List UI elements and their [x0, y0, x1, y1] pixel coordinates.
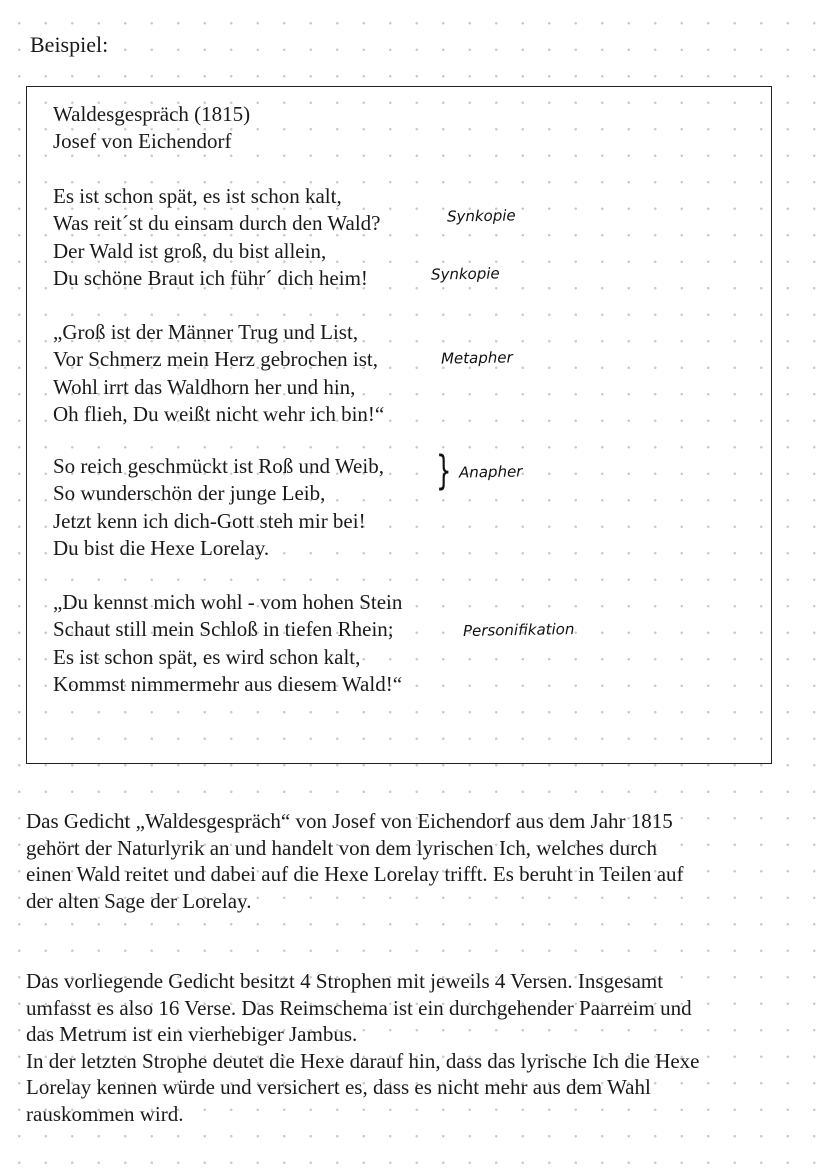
text-line: das Metrum ist ein vierhebiger Jambus.: [26, 1022, 358, 1046]
brace-icon: }: [436, 448, 452, 494]
text-line: gehört der Naturlyrik an und handelt von dem lyrischen Ich, welches durch: [26, 835, 657, 860]
heading-beispiel: Beispiel:: [30, 32, 109, 57]
text-line: rauskommen wird.: [26, 1101, 184, 1126]
stanza-4: [53, 589, 402, 698]
verse: Es ist schon spät, es ist schon kalt,: [53, 184, 342, 208]
verse: So reich geschmückt ist Roß und Weib,: [53, 454, 384, 478]
verse: Jetzt kenn ich dich-Gott steh mir bei!: [53, 508, 366, 533]
annotation-metapher: Metapher: [440, 348, 513, 368]
text-line: einen Wald reitet und dabei auf die Hexe Lorelay trifft. Es beruht in Teilen auf: [26, 862, 684, 886]
stanza-2: [53, 319, 384, 428]
verse: Oh flieh, Du weißt nicht wehr ich bin!“: [53, 401, 385, 426]
text-line: der alten Sage der Lorelay.: [26, 888, 252, 913]
text-line: Lorelay kennen würde und versichert es, dass es nicht mehr aus dem Wahl: [26, 1075, 651, 1099]
poem-header: [53, 101, 250, 155]
verse: Was reit´st du einsam durch den Wald?: [53, 211, 381, 236]
stanza-1: [53, 183, 380, 292]
verse: „Du kennst mich wohl - vom hohen Stein: [53, 590, 403, 614]
text-line: Das Gedicht „Waldesgespräch“ von Josef von Eichendorf aus dem Jahr 1815: [26, 809, 673, 833]
text-line: umfasst es also 16 Verse. Das Reimschema ist ein durchgehender Paarreim und: [26, 995, 692, 1020]
annotation-anapher: Anapher: [458, 462, 523, 482]
text-line: In der letzten Strophe deutet die Hexe darauf hin, dass das lyrische Ich die Hexe: [26, 1048, 700, 1073]
annotation-personifikation: Personifikation: [462, 620, 575, 640]
verse: Du schöne Braut ich führ´ dich heim!: [53, 265, 368, 290]
verse: Vor Schmerz mein Herz gebrochen ist,: [53, 347, 379, 372]
poem-author: Josef von Eichendorf: [53, 129, 232, 153]
text-line: Das vorliegende Gedicht besitzt 4 Strophen mit jeweils 4 Versen. Insgesamt: [26, 969, 664, 993]
verse: Der Wald ist groß, du bist allein,: [53, 238, 327, 263]
annotation-synkopie-1: Synkopie: [446, 206, 516, 226]
paragraph-analysis: [26, 968, 786, 1127]
verse: „Groß ist der Männer Trug und List,: [53, 320, 359, 344]
poem-box: [26, 86, 772, 764]
stanza-3: [53, 453, 384, 562]
verse: Es ist schon spät, es wird schon kalt,: [53, 644, 361, 669]
verse: So wunderschön der junge Leib,: [53, 481, 326, 506]
verse: Du bist die Hexe Lorelay.: [53, 535, 270, 560]
poem-title: Waldesgespräch (1815): [53, 102, 251, 126]
verse: Kommst nimmermehr aus diesem Wald!“: [53, 671, 403, 696]
annotation-synkopie-2: Synkopie: [430, 264, 500, 284]
paragraph-introduction: [26, 808, 786, 914]
verse: Schaut still mein Schloß in tiefen Rhein;: [53, 617, 394, 642]
verse: Wohl irrt das Waldhorn her und hin,: [53, 374, 356, 399]
